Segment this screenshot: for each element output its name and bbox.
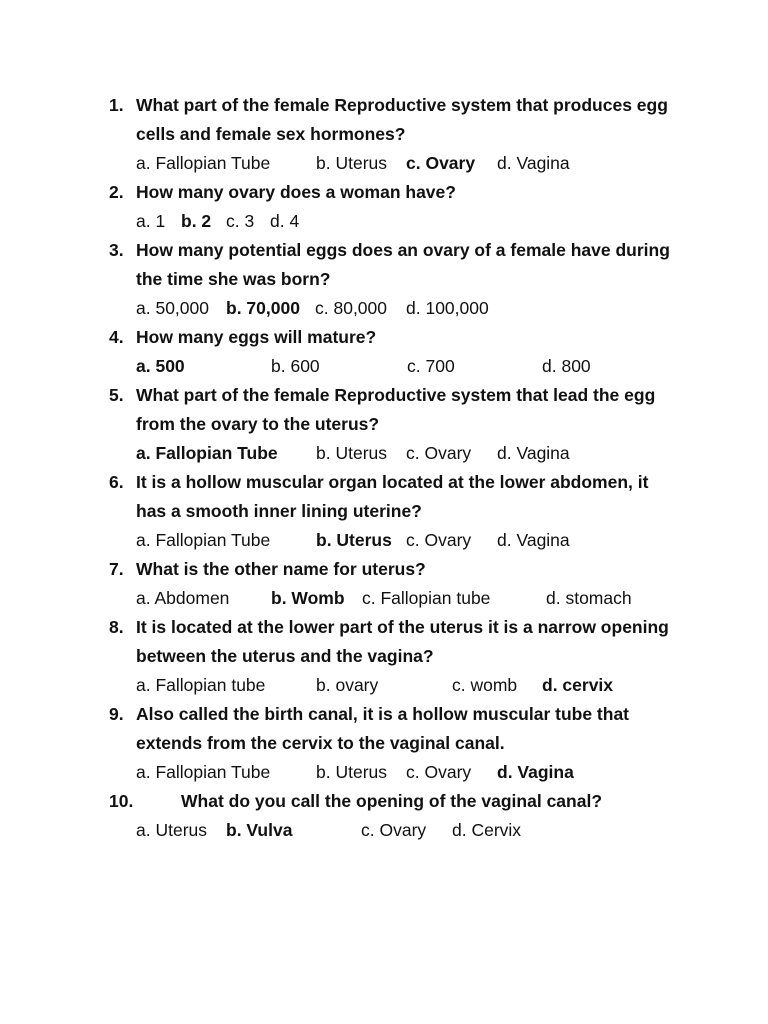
question-text: has a smooth inner lining uterine? <box>136 501 422 521</box>
question-text: between the uterus and the vagina? <box>136 646 434 666</box>
question-text: What do you call the opening of the vaginal canal? <box>181 791 603 811</box>
answer-option: c. womb <box>452 675 518 695</box>
answer-option: c. Ovary <box>406 443 472 463</box>
question-number: 9. <box>109 704 124 724</box>
question-number: 6. <box>109 472 124 492</box>
question-line <box>0 787 768 816</box>
correct-answer-option: b. 2 <box>181 211 212 231</box>
answer-option: d. stomach <box>546 588 632 608</box>
question-line <box>0 497 768 526</box>
question-text: What part of the female Reproductive system that produces egg <box>136 95 668 115</box>
question-number: 8. <box>109 617 124 637</box>
answer-option: a. 50,000 <box>136 298 209 318</box>
question-text: How many potential eggs does an ovary of a female have during <box>136 240 670 260</box>
answer-option: b. 600 <box>271 356 320 376</box>
answer-options <box>0 352 768 381</box>
answer-options <box>0 526 768 555</box>
answer-option: b. Uterus <box>316 443 387 463</box>
answer-option: a. Fallopian Tube <box>136 530 271 550</box>
answer-option: d. Vagina <box>497 530 570 550</box>
question-line <box>0 613 768 642</box>
answer-option: a. Fallopian Tube <box>136 762 271 782</box>
question-text: cells and female sex hormones? <box>136 124 406 144</box>
answer-option: a. 1 <box>136 211 166 231</box>
answer-option: c. 3 <box>226 211 255 231</box>
question-number: 5. <box>109 385 124 405</box>
question-line <box>0 700 768 729</box>
question-text: What part of the female Reproductive system that lead the egg <box>136 385 656 405</box>
quiz-document <box>0 91 768 845</box>
answer-option: d. 800 <box>542 356 591 376</box>
question-text: from the ovary to the uterus? <box>136 414 380 434</box>
answer-options <box>0 671 768 700</box>
question-line <box>0 265 768 294</box>
answer-option: c. Ovary <box>406 530 472 550</box>
answer-options <box>0 439 768 468</box>
correct-answer-option: a. 500 <box>136 356 185 376</box>
question-line <box>0 323 768 352</box>
correct-answer-option: b. 70,000 <box>226 298 300 318</box>
question-line <box>0 91 768 120</box>
correct-answer-option: c. Ovary <box>406 153 476 173</box>
question-line <box>0 555 768 584</box>
question-line <box>0 729 768 758</box>
correct-answer-option: d. Vagina <box>497 762 574 782</box>
question-text: It is a hollow muscular organ located at the lower abdomen, it <box>136 472 649 492</box>
answer-option: d. 4 <box>270 211 300 231</box>
answer-option: d. Vagina <box>497 153 570 173</box>
question-line <box>0 120 768 149</box>
question-text: Also called the birth canal, it is a hollow muscular tube that <box>136 704 630 724</box>
question-text: It is located at the lower part of the uterus it is a narrow opening <box>136 617 669 637</box>
answer-option: a. Fallopian Tube <box>136 153 271 173</box>
answer-option: c. Ovary <box>406 762 472 782</box>
answer-option: b. ovary <box>316 675 379 695</box>
question-number: 4. <box>109 327 124 347</box>
question-line <box>0 178 768 207</box>
correct-answer-option: b. Womb <box>271 588 345 608</box>
answer-options <box>0 758 768 787</box>
correct-answer-option: b. Vulva <box>226 820 293 840</box>
question-line <box>0 468 768 497</box>
answer-option: b. Uterus <box>316 762 387 782</box>
answer-option: d. Cervix <box>452 820 522 840</box>
question-text: extends from the cervix to the vaginal canal. <box>136 733 505 753</box>
answer-option: a. Uterus <box>136 820 207 840</box>
answer-options <box>0 207 768 236</box>
answer-option: b. Uterus <box>316 153 387 173</box>
question-text: the time she was born? <box>136 269 331 289</box>
answer-option: d. 100,000 <box>406 298 489 318</box>
question-line <box>0 642 768 671</box>
answer-options <box>0 149 768 178</box>
answer-option: c. Fallopian tube <box>362 588 491 608</box>
correct-answer-option: a. Fallopian Tube <box>136 443 278 463</box>
question-number: 7. <box>109 559 124 579</box>
answer-options <box>0 584 768 613</box>
question-line <box>0 410 768 439</box>
correct-answer-option: b. Uterus <box>316 530 392 550</box>
answer-option: c. 700 <box>407 356 455 376</box>
correct-answer-option: d. cervix <box>542 675 614 695</box>
answer-options <box>0 816 768 845</box>
question-number: 2. <box>109 182 124 202</box>
answer-option: a. Fallopian tube <box>136 675 266 695</box>
question-text: How many ovary does a woman have? <box>136 182 456 202</box>
answer-option: c. Ovary <box>361 820 427 840</box>
question-number: 10. <box>109 791 134 811</box>
answer-option: c. 80,000 <box>315 298 387 318</box>
question-number: 1. <box>109 95 124 115</box>
question-line <box>0 236 768 265</box>
question-line <box>0 381 768 410</box>
answer-option: d. Vagina <box>497 443 570 463</box>
question-number: 3. <box>109 240 124 260</box>
question-text: What is the other name for uterus? <box>136 559 426 579</box>
answer-option: a. Abdomen <box>136 588 230 608</box>
question-text: How many eggs will mature? <box>136 327 377 347</box>
answer-options <box>0 294 768 323</box>
